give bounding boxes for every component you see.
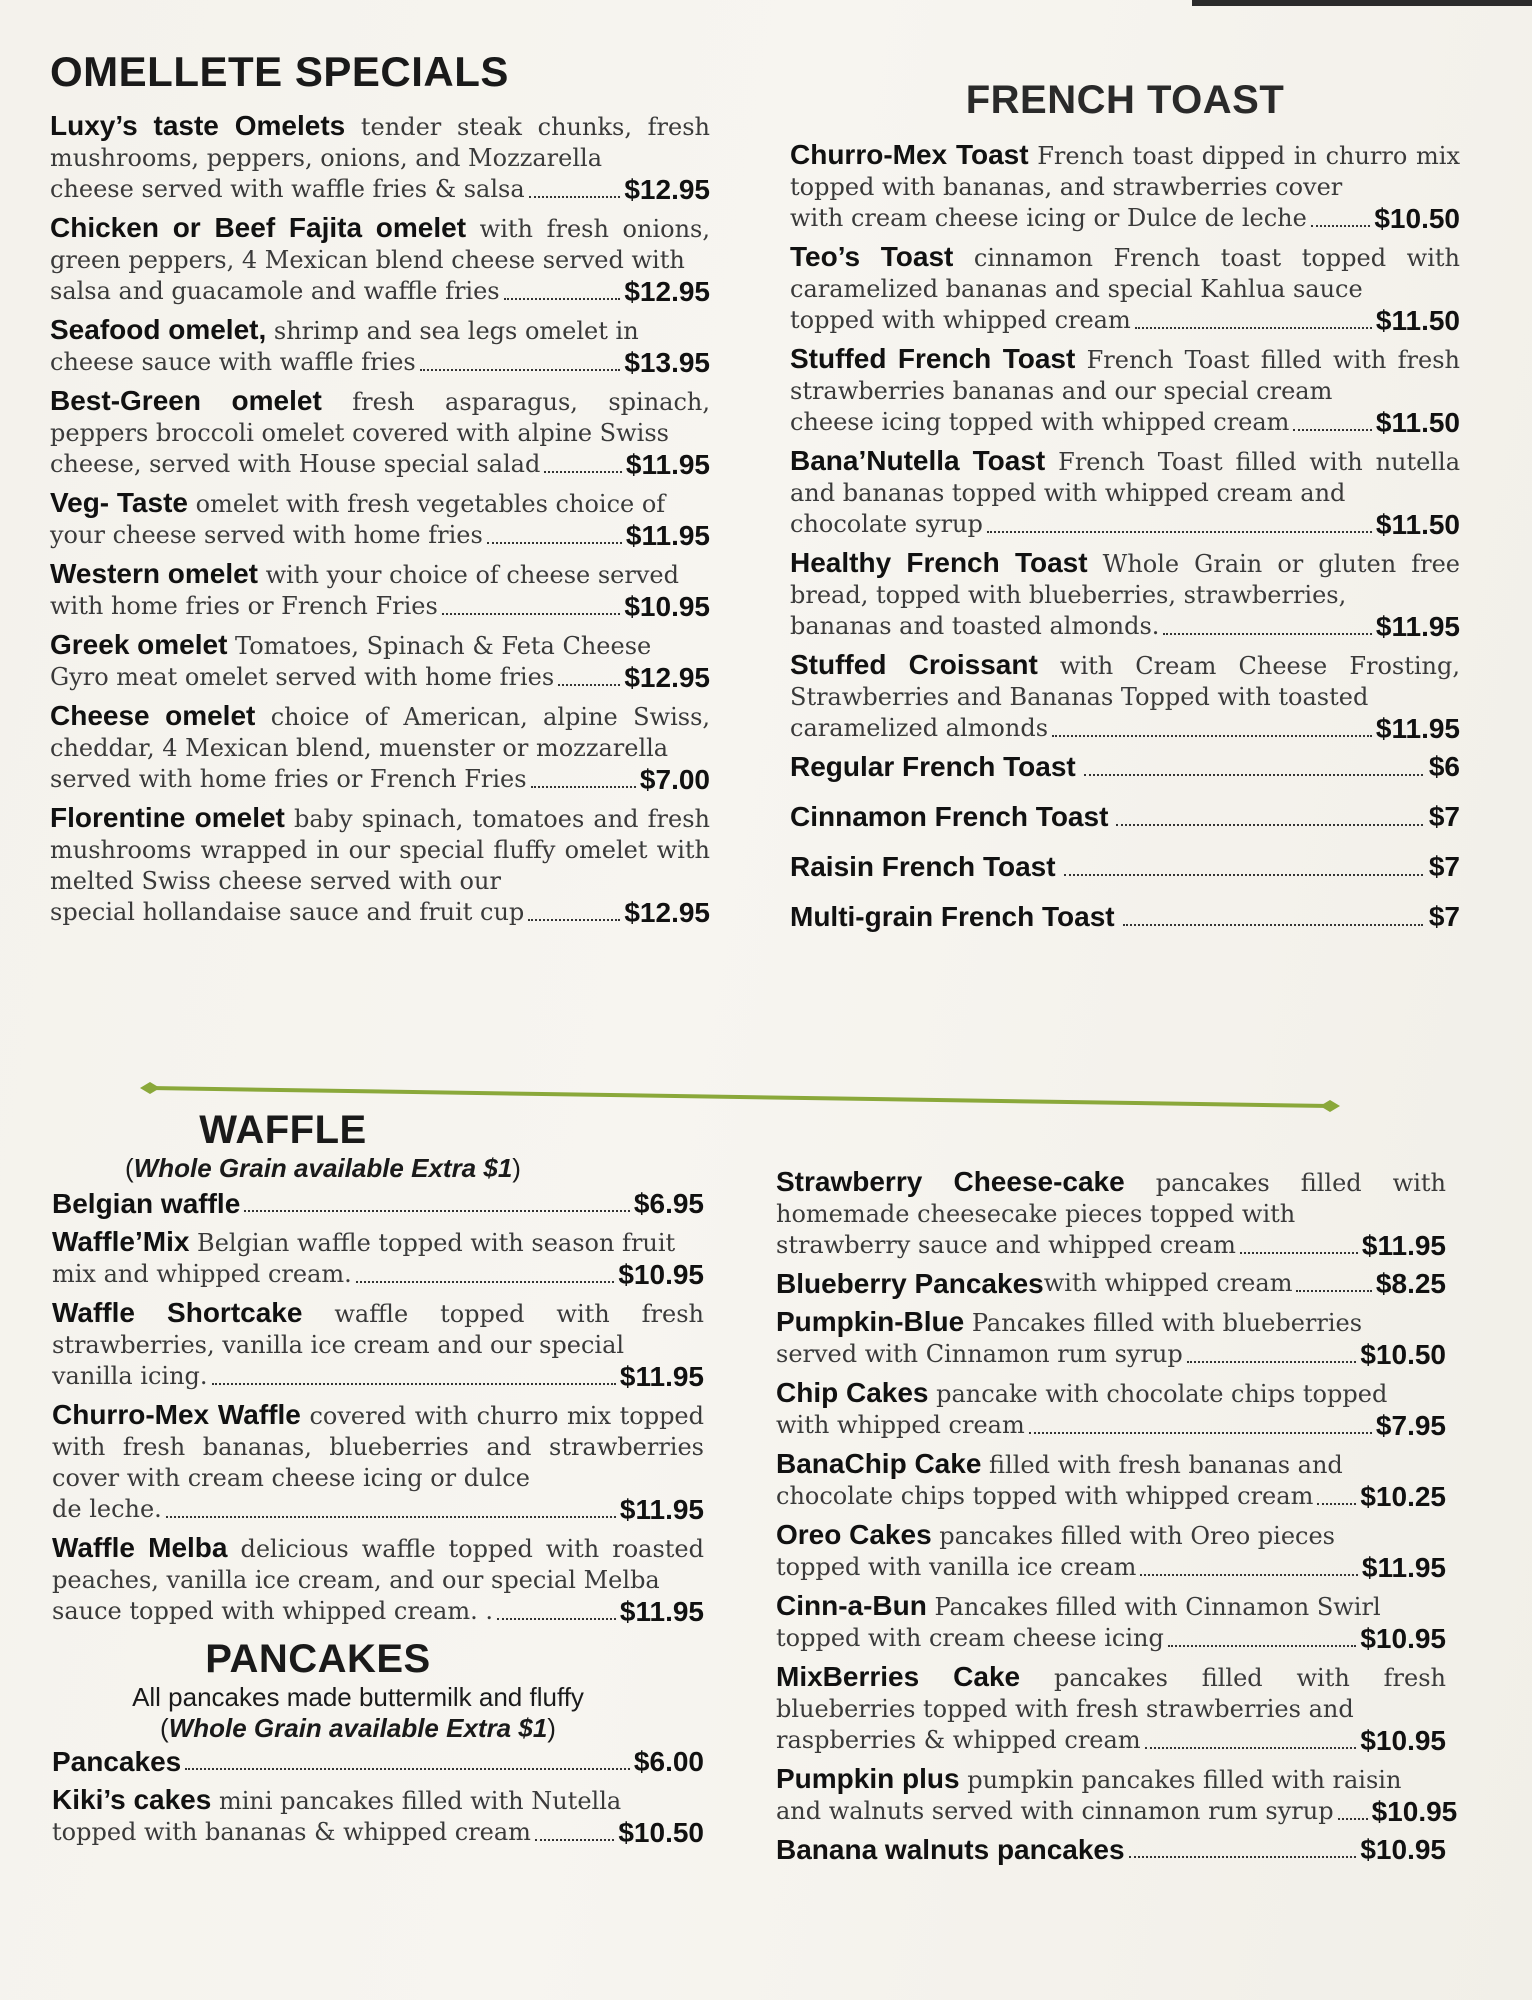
menu-item bbox=[52, 1532, 704, 1627]
item-description-end: Gyro meat omelet served with home fries bbox=[50, 663, 555, 691]
item-name: Belgian waffle bbox=[52, 1188, 241, 1219]
item-price: $12.95 bbox=[624, 276, 710, 307]
menu-item bbox=[50, 314, 710, 378]
leader-dots bbox=[1163, 633, 1371, 635]
leader-dots bbox=[420, 369, 621, 371]
item-description-end: topped with cream cheese icing bbox=[776, 1624, 1164, 1652]
item-price: $6.95 bbox=[633, 1188, 704, 1219]
item-price: $13.95 bbox=[624, 347, 710, 378]
item-name: Cinnamon French Toast bbox=[790, 801, 1109, 832]
item-description-end: with whipped cream bbox=[776, 1411, 1025, 1439]
leader-dots bbox=[166, 1516, 616, 1518]
leader-dots bbox=[558, 684, 620, 686]
item-price: $7 bbox=[1428, 801, 1460, 832]
item-price: $11.95 bbox=[619, 1596, 704, 1627]
menu-item bbox=[50, 629, 710, 693]
menu-item bbox=[50, 802, 710, 928]
item-description-end: topped with bananas & whipped cream bbox=[52, 1818, 531, 1846]
menu-item bbox=[776, 1590, 1446, 1654]
item-description-end: your cheese served with home fries bbox=[50, 521, 483, 549]
item-name: Chicken or Beef Fajita omelet bbox=[50, 212, 467, 243]
leader-dots bbox=[1296, 1290, 1371, 1292]
menu-item-simple bbox=[790, 751, 1460, 783]
menu-item bbox=[50, 700, 710, 795]
menu-item bbox=[50, 558, 710, 622]
item-name: Bana’Nutella Toast bbox=[790, 445, 1046, 476]
item-name: Waffle Melba bbox=[52, 1532, 228, 1563]
leader-dots bbox=[1029, 1432, 1372, 1434]
item-price: $10.95 bbox=[624, 591, 710, 622]
item-description: French toast dipped in churro mix topped with bananas, and strawberries cover bbox=[790, 142, 1460, 201]
item-description: Pancakes filled with blueberries bbox=[964, 1309, 1363, 1337]
item-name: Healthy French Toast bbox=[790, 547, 1088, 578]
menu-item bbox=[790, 241, 1460, 336]
menu-item bbox=[50, 385, 710, 480]
item-description-end: cheese icing topped with whipped cream bbox=[790, 408, 1290, 436]
menu-item bbox=[790, 649, 1460, 744]
menu-item bbox=[52, 1746, 704, 1777]
item-price: $11.50 bbox=[1375, 305, 1460, 336]
item-name: Western omelet bbox=[50, 558, 258, 589]
item-description: cinnamon French toast topped with caramelized bananas and special Kahlua sauce bbox=[790, 244, 1460, 303]
item-price: $7 bbox=[1428, 901, 1460, 932]
leader-dots bbox=[185, 1768, 630, 1770]
leader-dots bbox=[487, 542, 622, 544]
item-description-end: chocolate chips topped with whipped cream bbox=[776, 1482, 1314, 1510]
item-description-end: sauce topped with whipped cream. . bbox=[52, 1597, 493, 1625]
item-price: $10.95 bbox=[1360, 1725, 1446, 1756]
item-price: $11.50 bbox=[1375, 407, 1460, 438]
item-description: pancakes filled with Oreo pieces bbox=[931, 1522, 1335, 1550]
item-price: $8.25 bbox=[1375, 1268, 1446, 1299]
leader-dots bbox=[1293, 429, 1371, 431]
french-toast-title: FRENCH TOAST bbox=[965, 78, 1285, 122]
item-description-end: cheese served with waffle fries & salsa bbox=[50, 175, 525, 203]
waffle-items bbox=[52, 1188, 704, 1627]
leader-dots bbox=[535, 1839, 614, 1841]
item-price: $11.95 bbox=[1361, 1552, 1446, 1583]
menu-item-simple bbox=[790, 801, 1460, 833]
item-description-end: served with Cinnamon rum syrup bbox=[776, 1340, 1183, 1368]
leader-dots bbox=[1168, 1645, 1357, 1647]
menu-item bbox=[790, 445, 1460, 540]
menu-item bbox=[52, 1784, 704, 1848]
leader-dots bbox=[1311, 225, 1371, 227]
leader-dots bbox=[1240, 1252, 1358, 1254]
item-name: MixBerries Cake bbox=[776, 1661, 1021, 1692]
pancake-items bbox=[52, 1746, 704, 1848]
item-name: Cheese omelet bbox=[50, 700, 256, 731]
item-name: Florentine omelet bbox=[50, 802, 285, 833]
menu-item bbox=[776, 1661, 1446, 1756]
item-description: pancake with chocolate chips topped bbox=[928, 1380, 1388, 1408]
item-description-end: bananas and toasted almonds. bbox=[790, 612, 1160, 640]
leader-dots bbox=[1317, 1503, 1356, 1505]
item-name: Chip Cakes bbox=[776, 1377, 929, 1408]
item-price: $11.95 bbox=[1375, 713, 1460, 744]
item-description: covered with churro mix topped with fresh bananas, blueberries and strawberries cover with cream cheese icing or dulce bbox=[52, 1402, 705, 1492]
item-description-end: with whipped cream bbox=[1043, 1269, 1293, 1297]
item-description: pumpkin pancakes filled with raisin bbox=[959, 1766, 1402, 1794]
item-description: French Toast filled with fresh strawberries bananas and our special cream bbox=[790, 346, 1460, 405]
item-price: $10.95 bbox=[618, 1259, 704, 1290]
pancakes-title: PANCAKES bbox=[205, 1637, 431, 1681]
item-name: Raisin French Toast bbox=[790, 851, 1056, 882]
item-price: $7.00 bbox=[639, 764, 710, 795]
item-description-end: served with home fries or French Fries bbox=[50, 765, 527, 793]
item-description-end: special hollandaise sauce and fruit cup bbox=[50, 898, 525, 926]
item-description-end: topped with whipped cream bbox=[790, 306, 1131, 334]
item-description-end: with cream cheese icing or Dulce de leche bbox=[790, 204, 1307, 232]
item-description-end: cheese sauce with waffle fries bbox=[50, 348, 416, 376]
leader-dots bbox=[244, 1210, 630, 1212]
item-name: Best-Green omelet bbox=[50, 385, 322, 416]
item-description: French Toast filled with nutella and bananas topped with whipped cream and bbox=[790, 448, 1461, 507]
item-description-end: mix and whipped cream. bbox=[52, 1260, 352, 1288]
item-price: $10.95 bbox=[1360, 1834, 1446, 1865]
leader-dots bbox=[212, 1383, 616, 1385]
item-description: choice of American, alpine Swiss, cheddar, 4 Mexican blend, muenster or mozzarella bbox=[50, 703, 711, 762]
leader-dots bbox=[531, 786, 636, 788]
item-price: $11.50 bbox=[1375, 509, 1460, 540]
item-description-end: de leche. bbox=[52, 1495, 162, 1523]
leader-dots bbox=[544, 471, 622, 473]
omelette-section bbox=[50, 48, 710, 935]
menu-item bbox=[50, 110, 710, 205]
leader-dots bbox=[1145, 1747, 1357, 1749]
leader-dots bbox=[504, 298, 621, 300]
menu-item bbox=[52, 1399, 704, 1525]
page-corner-shadow bbox=[1192, 0, 1532, 6]
item-name: Teo’s Toast bbox=[790, 241, 954, 272]
menu-item bbox=[776, 1834, 1446, 1865]
item-description-end: and walnuts served with cinnamon rum syrup bbox=[776, 1797, 1334, 1825]
item-name: Luxy’s taste Omelets bbox=[50, 110, 346, 141]
menu-item bbox=[776, 1448, 1446, 1512]
omelette-title: OMELLETE SPECIALS bbox=[50, 48, 509, 95]
menu-item bbox=[790, 547, 1460, 642]
menu-item-simple bbox=[790, 851, 1460, 883]
item-name: Waffle’Mix bbox=[52, 1226, 190, 1257]
item-price: $12.95 bbox=[624, 174, 710, 205]
item-name: Cinn-a-Bun bbox=[776, 1590, 927, 1621]
item-price: $10.50 bbox=[1374, 203, 1460, 234]
leader-dots bbox=[1338, 1818, 1368, 1820]
leader-dots bbox=[1140, 1574, 1358, 1576]
item-price: $7.95 bbox=[1375, 1410, 1446, 1441]
item-description: tender steak chunks, fresh mushrooms, peppers, onions, and Mozzarella bbox=[50, 113, 710, 172]
menu-item bbox=[790, 139, 1460, 234]
item-description: waffle topped with fresh strawberries, vanilla ice cream and our special bbox=[52, 1300, 704, 1359]
item-description: Whole Grain or gluten free bread, topped with blueberries, strawberries, bbox=[790, 550, 1460, 609]
item-description: with your choice of cheese served bbox=[258, 561, 679, 589]
item-description: filled with fresh bananas and bbox=[981, 1451, 1343, 1479]
item-name: Blueberry Pancakes bbox=[776, 1268, 1044, 1299]
waffle-title: WAFFLE bbox=[199, 1108, 367, 1152]
item-description: pancakes filled with fresh blueberries topped with fresh strawberries and bbox=[776, 1664, 1446, 1723]
menu-item bbox=[50, 212, 710, 307]
menu-item bbox=[776, 1306, 1446, 1370]
menu-item bbox=[790, 343, 1460, 438]
item-name: Seafood omelet, bbox=[50, 314, 267, 345]
item-name: Banana walnuts pancakes bbox=[776, 1834, 1125, 1865]
item-price: $11.95 bbox=[1361, 1230, 1446, 1261]
item-price: $11.95 bbox=[1375, 611, 1460, 642]
item-name: Churro-Mex Waffle bbox=[52, 1399, 301, 1430]
item-price: $10.95 bbox=[1360, 1623, 1446, 1654]
item-price: $10.95 bbox=[1371, 1796, 1458, 1827]
leader-dots bbox=[497, 1618, 616, 1620]
french-toast-simple-items bbox=[790, 751, 1460, 933]
item-description: Pancakes filled with Cinnamon Swirl bbox=[926, 1593, 1381, 1621]
item-description: fresh asparagus, spinach, peppers broccoli omelet covered with alpine Swiss bbox=[50, 388, 710, 447]
leader-dots bbox=[1135, 327, 1372, 329]
leader-dots bbox=[442, 613, 621, 615]
item-description: shrimp and sea legs omelet in bbox=[266, 317, 639, 345]
item-description: baby spinach, tomatoes and fresh mushrooms wrapped in our special fluffy omelet with melted Swiss cheese served with our bbox=[50, 805, 710, 895]
item-price: $11.95 bbox=[625, 520, 710, 551]
item-price: $6 bbox=[1428, 751, 1460, 782]
item-price: $7 bbox=[1428, 851, 1460, 882]
menu-item bbox=[52, 1297, 704, 1392]
item-name: Pumpkin plus bbox=[776, 1763, 960, 1794]
leader-dots bbox=[1052, 735, 1372, 737]
item-description: mini pancakes filled with Nutella bbox=[211, 1787, 622, 1815]
item-name: Oreo Cakes bbox=[776, 1519, 932, 1550]
menu-item bbox=[776, 1166, 1446, 1261]
item-description: with fresh onions, green peppers, 4 Mexican blend cheese served with bbox=[50, 215, 710, 274]
leader-dots bbox=[1123, 924, 1423, 926]
item-name: Multi-grain French Toast bbox=[790, 901, 1115, 932]
item-name: Churro-Mex Toast bbox=[790, 139, 1029, 170]
item-price: $10.50 bbox=[618, 1817, 704, 1848]
leader-dots bbox=[1187, 1361, 1357, 1363]
item-price: $11.95 bbox=[625, 449, 710, 480]
item-name: Stuffed Croissant bbox=[790, 649, 1038, 680]
french-toast-section bbox=[790, 78, 1460, 951]
omelette-items bbox=[50, 110, 710, 928]
item-name: Pancakes bbox=[52, 1746, 182, 1777]
item-description-end: with home fries or French Fries bbox=[50, 592, 438, 620]
item-price: $11.95 bbox=[619, 1361, 704, 1392]
pancake-specials-items bbox=[776, 1166, 1458, 1865]
pancake-specials-section bbox=[776, 1166, 1458, 1872]
waffle-note: (Whole Grain available Extra $1) bbox=[125, 1153, 521, 1183]
item-description-end: caramelized almonds bbox=[790, 714, 1049, 742]
leader-dots bbox=[1064, 874, 1423, 876]
item-name: Waffle Shortcake bbox=[52, 1297, 303, 1328]
item-price: $11.95 bbox=[619, 1494, 704, 1525]
leader-dots bbox=[529, 196, 621, 198]
item-price: $12.95 bbox=[624, 662, 710, 693]
item-name: Stuffed French Toast bbox=[790, 343, 1076, 374]
menu-item bbox=[776, 1519, 1446, 1583]
item-name: Greek omelet bbox=[50, 629, 228, 660]
leader-dots bbox=[987, 531, 1372, 533]
item-description: Tomatoes, Spinach & Feta Cheese bbox=[227, 632, 652, 660]
item-description-end: salsa and guacamole and waffle fries bbox=[50, 277, 500, 305]
item-description: delicious waffle topped with roasted peaches, vanilla ice cream, and our special Melba bbox=[52, 1535, 704, 1594]
item-price: $6.00 bbox=[633, 1746, 704, 1777]
menu-item-simple bbox=[790, 901, 1460, 933]
menu-item bbox=[50, 487, 710, 551]
menu-item bbox=[776, 1377, 1446, 1441]
item-description: omelet with fresh vegetables choice of bbox=[187, 490, 666, 518]
waffle-section bbox=[52, 1108, 704, 1855]
item-name: BanaChip Cake bbox=[776, 1448, 982, 1479]
item-name: Regular French Toast bbox=[790, 751, 1076, 782]
item-name: Pumpkin-Blue bbox=[776, 1306, 965, 1337]
item-name: Strawberry Cheese-cake bbox=[776, 1166, 1125, 1197]
menu-item bbox=[776, 1268, 1446, 1299]
pancakes-whole-grain-note: (Whole Grain available Extra $1) bbox=[160, 1713, 556, 1743]
item-description-end: topped with vanilla ice cream bbox=[776, 1553, 1137, 1581]
item-name: Kiki’s cakes bbox=[52, 1784, 212, 1815]
menu-item bbox=[52, 1226, 704, 1290]
item-name: Veg- Taste bbox=[50, 487, 188, 518]
item-description-end: vanilla icing. bbox=[52, 1362, 208, 1390]
item-description-end: cheese, served with House special salad bbox=[50, 450, 541, 478]
item-description: Belgian waffle topped with season fruit bbox=[189, 1229, 676, 1257]
leader-dots bbox=[528, 919, 620, 921]
leader-dots bbox=[1129, 1856, 1357, 1858]
item-description-end: chocolate syrup bbox=[790, 510, 983, 538]
item-description: with Cream Cheese Frosting, Strawberries and Bananas Topped with toasted bbox=[790, 652, 1460, 711]
french-toast-items bbox=[790, 139, 1460, 744]
item-price: $12.95 bbox=[624, 897, 710, 928]
pancakes-note: All pancakes made buttermilk and fluffy bbox=[132, 1682, 584, 1712]
item-price: $10.25 bbox=[1360, 1481, 1446, 1512]
leader-dots bbox=[1084, 774, 1423, 776]
menu-item bbox=[776, 1763, 1458, 1827]
leader-dots bbox=[356, 1281, 615, 1283]
menu-item bbox=[52, 1188, 704, 1219]
item-description-end: strawberry sauce and whipped cream bbox=[776, 1231, 1236, 1259]
item-price: $10.50 bbox=[1360, 1339, 1446, 1370]
item-description: pancakes filled with homemade cheesecake pieces topped with bbox=[776, 1169, 1446, 1228]
leader-dots bbox=[1116, 824, 1422, 826]
item-description-end: raspberries & whipped cream bbox=[776, 1726, 1141, 1754]
